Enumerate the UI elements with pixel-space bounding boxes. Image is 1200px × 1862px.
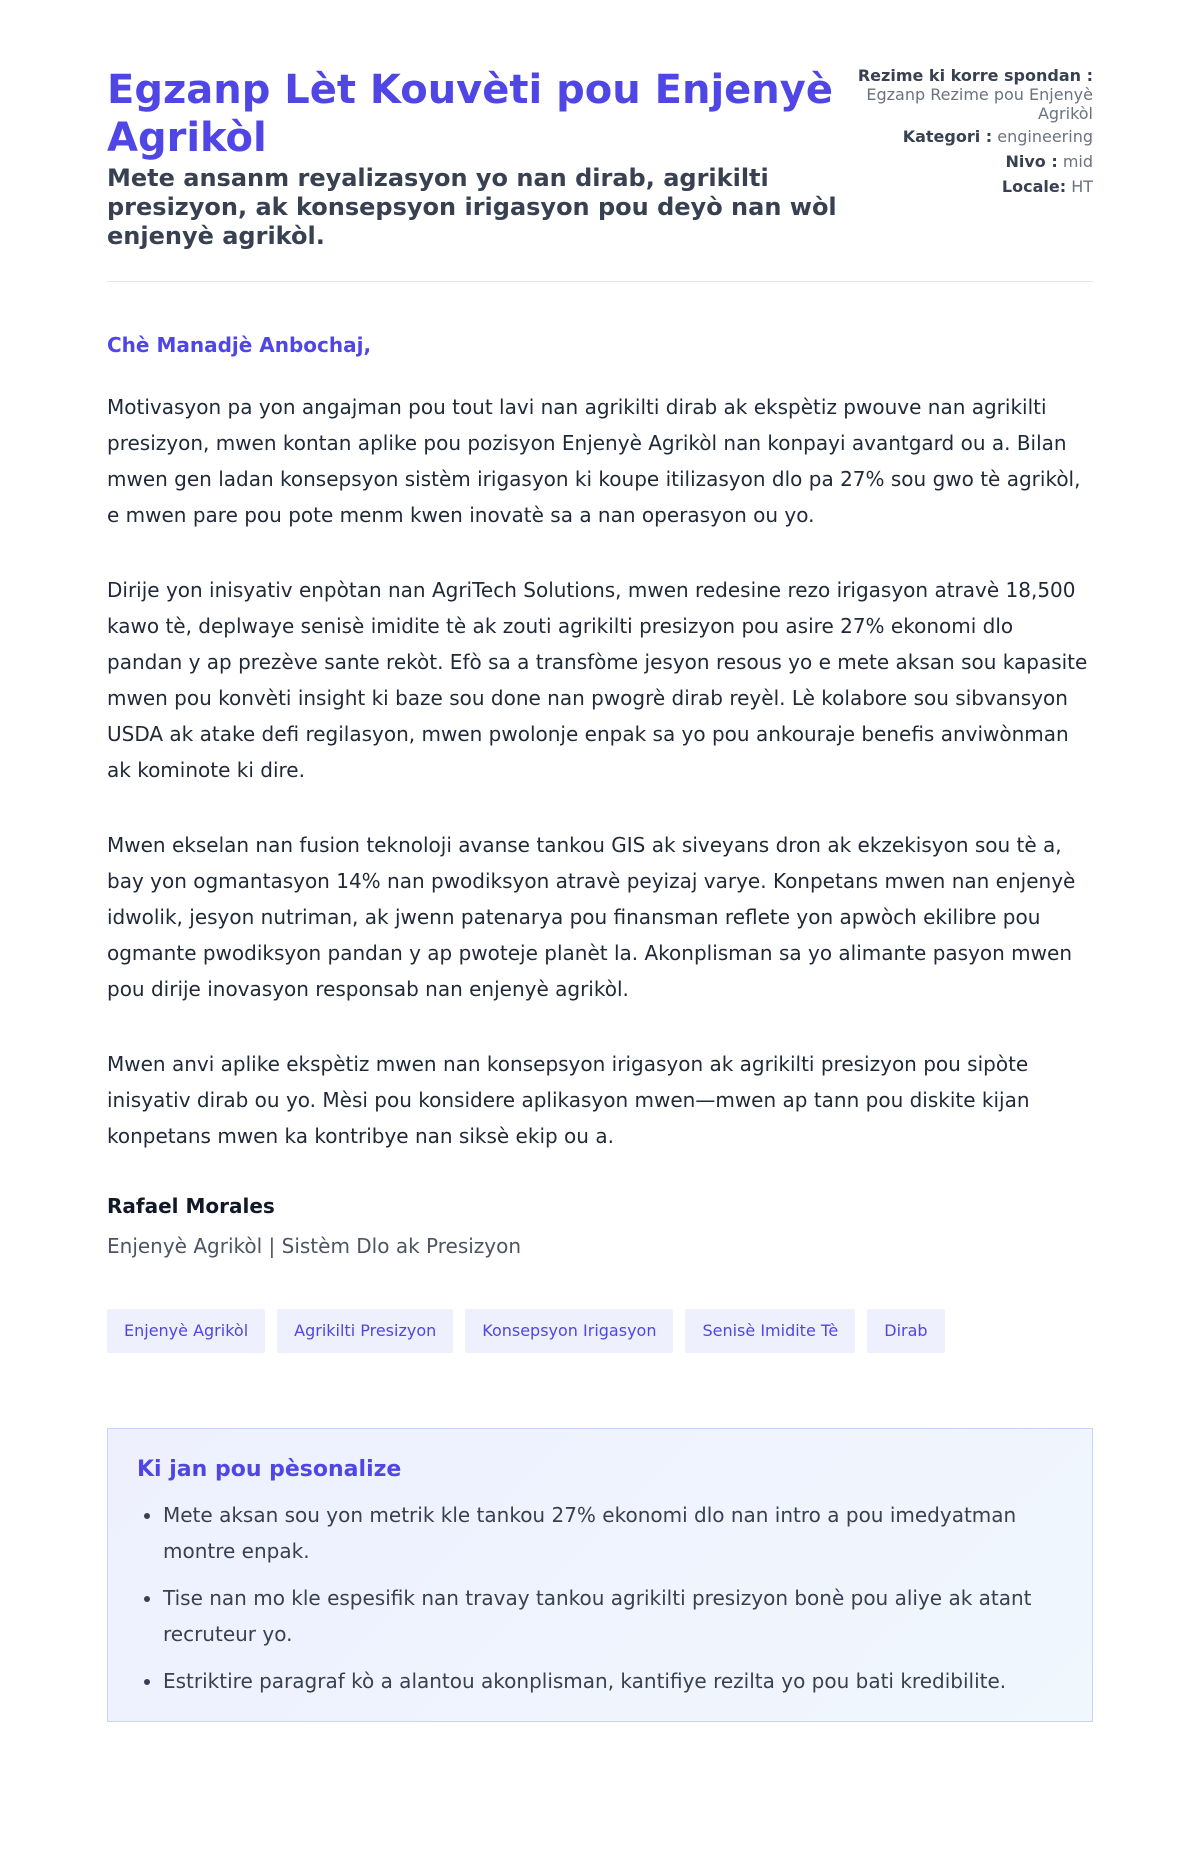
- letter-paragraph: Dirije yon inisyativ enpòtan nan AgriTech Solutions, mwen redesine rezo irigasyon atravè 18,500 kawo tè, deplwaye senisè imidite tè ak zouti agrikilti presizyon pou asire 27% ekonomi dlo pandan y ap prezève sante rekòt. Efò sa a transfòme jesyon resous yo e mete aksan sou kapasite mwen pou konvèti insight ki baze sou done nan pwogrè dirab reyèl. Lè kolabore sou sibvansyon USDA ak atake defi regilasyon, mwen pwolonje enpak sa yo pou ankouraje benefis anviwònman ak kominote ki dire.: [107, 578, 1088, 782]
- page-header: [107, 0, 1093, 282]
- letter-salutation: Chè Manadjè Anbochaj,: [107, 333, 372, 357]
- tip-item: • Estriktire paragraf kò a alantou akonplisman, kantifiye rezilta yo pou bati kredibilite.: [163, 1663, 1063, 1699]
- tips-title: Ki jan pou pèsonalize: [137, 1457, 402, 1482]
- meta-locale-label: Locale:: [1001, 177, 1067, 196]
- meta-panel: [853, 66, 1093, 202]
- letter-signature: [107, 1193, 1093, 1259]
- tip-item: • Tise nan mo kle espesifik nan travay tankou agrikilti presizyon bonè pou aliye ak atant recruteur yo.: [163, 1580, 1063, 1652]
- tag-item[interactable]: Senisè Imidite Tè: [685, 1309, 855, 1353]
- page-subtitle: Mete ansanm reyalizasyon yo nan dirab, agrikilti presizyon, ak konsepsyon irigasyon pou deyò nan wòl enjenyè agrikòl.: [107, 164, 837, 250]
- customization-tips-box: [107, 1428, 1093, 1722]
- tag-item[interactable]: Agrikilti Presizyon: [277, 1309, 453, 1353]
- tag-item[interactable]: Konsepsyon Irigasyon: [465, 1309, 673, 1353]
- meta-category-label: Kategori :: [902, 127, 993, 146]
- meta-resume-label: Rezime ki korre spondan :: [857, 66, 1093, 85]
- letter-body: [107, 389, 1093, 1154]
- meta-locale-value: HT: [1071, 177, 1093, 196]
- meta-category-value: engineering: [997, 127, 1093, 146]
- tip-item: • Mete aksan sou yon metrik kle tankou 27% ekonomi dlo nan intro a pou imedyatman montre enpak.: [163, 1497, 1063, 1569]
- meta-level-label: Nivo :: [1005, 152, 1058, 171]
- meta-locale: [853, 177, 1093, 196]
- signature-title: Enjenyè Agrikòl | Sistèm Dlo ak Presizyon: [107, 1234, 522, 1258]
- signature-name: Rafael Morales: [107, 1194, 275, 1218]
- tag-item[interactable]: Dirab: [867, 1309, 944, 1353]
- letter-paragraph: Mwen anvi aplike ekspètiz mwen nan konsepsyon irigasyon ak agrikilti presizyon pou sipòte inisyativ dirab ou yo. Mèsi pou konsidere aplikasyon mwen—mwen ap tann pou diskite kijan konpetans mwen ka kontribye nan siksè ekip ou a.: [107, 1052, 1030, 1148]
- letter-paragraph: Mwen ekselan nan fusion teknoloji avanse tankou GIS ak siveyans dron ak ekzekisyon sou tè a, bay yon ogmantasyon 14% nan pwodiksyon atravè peyizaj varye. Konpetans mwen nan enjenyè idwolik, jesyon nutriman, ak jwenn patenarya pou finansman reflete yon apwòch ekilibre pou ogmante pwodiksyon pandan y ap pwoteje planèt la. Akonplisman sa yo alimante pasyon mwen pou dirije inovasyon responsab nan enjenyè agrikòl.: [107, 833, 1076, 1001]
- meta-category: [853, 127, 1093, 146]
- tag-item[interactable]: Enjenyè Agrikòl: [107, 1309, 265, 1353]
- page-title: Egzanp Lèt Kouvèti pou Enjenyè Agrikòl: [107, 67, 833, 161]
- meta-resume-value[interactable]: Egzanp Rezime pou Enjenyè Agrikòl: [866, 85, 1093, 123]
- tips-list: [137, 1497, 1063, 1699]
- meta-level: [853, 152, 1093, 171]
- tag-list: [107, 1309, 1093, 1353]
- meta-resume: [853, 66, 1093, 123]
- meta-level-value: mid: [1062, 152, 1093, 171]
- letter-paragraph: Motivasyon pa yon angajman pou tout lavi nan agrikilti dirab ak ekspètiz pwouve nan agrikilti presizyon, mwen kontan aplike pou pozisyon Enjenyè Agrikòl nan konpayi avantgard ou a. Bilan mwen gen ladan konsepsyon sistèm irigasyon ki koupe itilizasyon dlo pa 27% sou gwo tè agrikòl, e mwen pare pou pote menm kwen inovatè sa a nan operasyon ou yo.: [107, 395, 1081, 527]
